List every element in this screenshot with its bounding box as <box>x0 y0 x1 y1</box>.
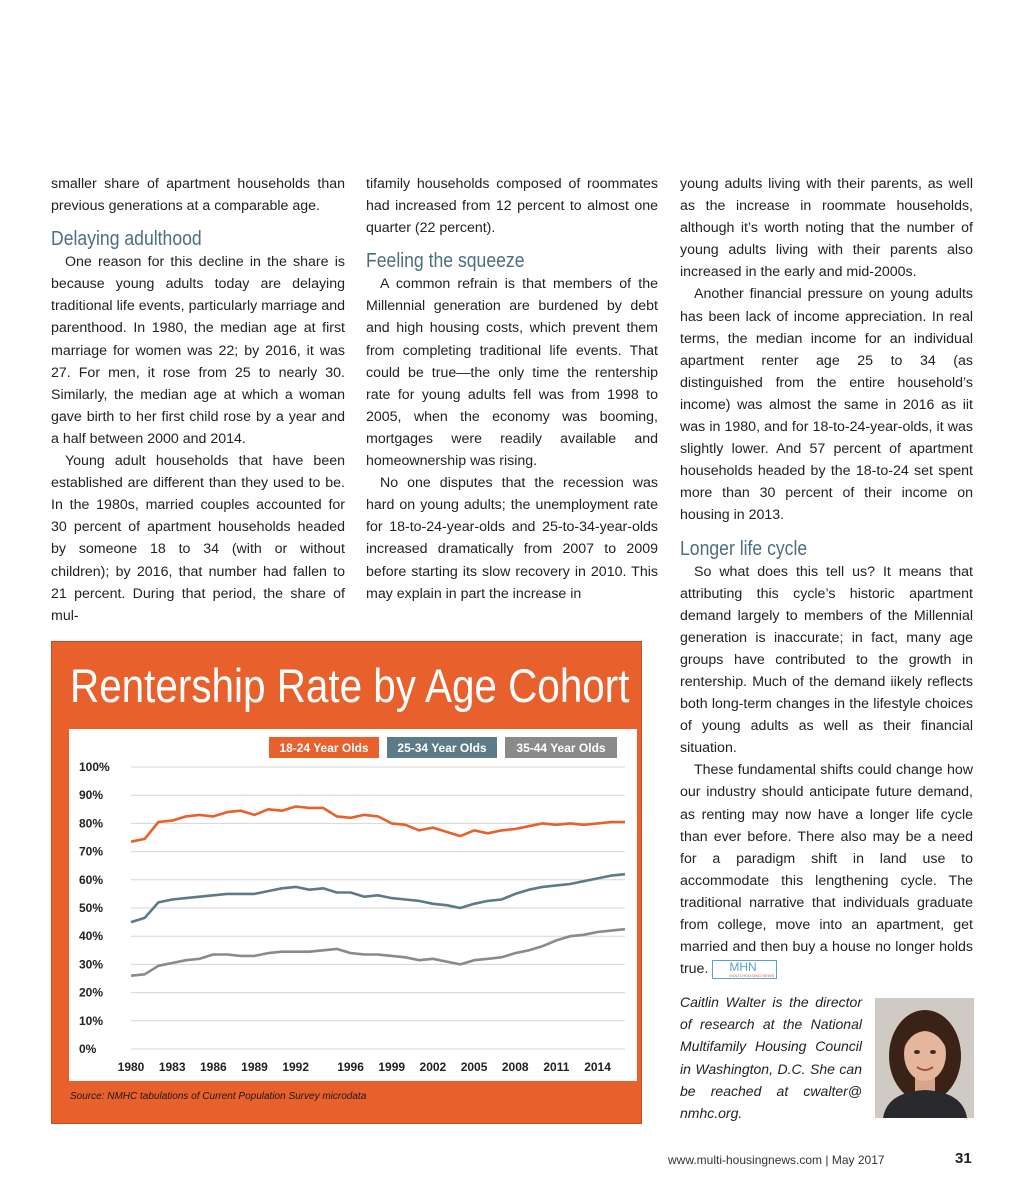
section-heading-delaying-adulthood: Delaying adulthood <box>51 228 202 251</box>
text-column-3 <box>680 173 973 980</box>
x-tick-label: 1992 <box>282 1060 310 1074</box>
legend-label: 25-34 Year Olds <box>397 741 487 755</box>
x-tick-label: 1999 <box>378 1060 406 1074</box>
y-tick-label: 20% <box>79 985 104 1000</box>
chart-title: Rentership Rate by Age Cohort <box>70 659 630 712</box>
paragraph: Another financial pressure on young adults has been lack of income appreciation. In real terms, the median income for an individual apartment renter age 25 to 34 (as distinguished from the entire household’s income) was almost the same in 2016 as iit was in 1980, and for 18-to-24-year-olds, it was slightly lower. And 57 percent of apartment households headed by the 18-to-24 set spent more than 30 percent of their income on housing in 2013. <box>680 286 973 524</box>
x-tick-label: 2014 <box>584 1060 611 1074</box>
paragraph: young adults living with their parents, as well as the increase in roommate households, although it’s worth noting that the number of young adults living with their parents also increased in the early and mid-2000s. <box>680 176 973 281</box>
chart-svg <box>69 729 637 1081</box>
mhn-logo-subtext: MULTI-HOUSING NEWS <box>729 972 775 978</box>
y-tick-label: 10% <box>79 1013 104 1028</box>
y-tick-label: 70% <box>79 844 104 859</box>
chart-source: Source: NMHC tabulations of Current Population Survey microdata <box>70 1091 367 1102</box>
legend-label: 18-24 Year Olds <box>279 741 369 755</box>
mhn-logo <box>712 960 777 979</box>
text-column-2 <box>366 173 658 605</box>
chart-plot-area <box>69 729 637 1081</box>
x-tick-label: 2002 <box>419 1060 447 1074</box>
paragraph: One reason for this decline in the share is because young adults today are delaying traditional life events, particularly marriage and parenthood. In 1980, the median age at first marriage for women was 22; by 2016, it was 27. For men, it rose from 25 to nearly 30. Similarly, the median age at which a woman gave birth to her first child rose by a year and a half between 2000 and 2014. <box>51 254 345 447</box>
series-line <box>131 874 625 922</box>
x-tick-label: 1986 <box>199 1060 227 1074</box>
y-tick-label: 30% <box>79 957 104 972</box>
author-bio: Caitlin Walter is the director of research at the National Multifamily Housing Council in Washington, D.C. She can be reached at cwalter@ nmhc.org. <box>680 994 862 1122</box>
x-tick-label: 1989 <box>241 1060 268 1074</box>
mhn-logo-text: MHN <box>729 959 757 974</box>
paragraph: A common refrain is that members of the Millennial generation are burdened by debt and high housing costs, which prevent them from completing traditional life events. That could be true—the only time the rentership rate for young adults fell was from 1998 to 2005, when the economy was booming, mortgages were readily available and homeownership was rising. <box>366 276 658 470</box>
y-tick-label: 40% <box>79 929 104 944</box>
paragraph-text: These fundamental shifts could change how our industry should anticipate future demand, as renting may now have a longer life cycle than ever before. There also may be a need for a paradigm shift in land use to accommodate this lengthening cycle. The traditional narrative that individuals graduate from college, move into an apartment, get married and then buy a house no longer holds true. <box>680 762 973 978</box>
y-tick-label: 90% <box>79 788 104 803</box>
rentership-chart <box>51 641 642 1124</box>
x-tick-label: 1983 <box>158 1060 186 1074</box>
text-column-1 <box>51 173 345 627</box>
y-tick-label: 60% <box>79 872 104 887</box>
series-line <box>131 807 625 842</box>
paragraph: So what does this tell us? It means that attributing this cycle’s historic apartment demand largely to members of the Millennial generation is inaccurate; in fact, many age groups have contributed to the growth in rentership. Much of the demand iikely reflects both long-term changes in the lifestyle choices of young adults as well as their financial situation. <box>680 563 973 757</box>
section-heading-feeling-the-squeeze: Feeling the squeeze <box>366 250 525 273</box>
y-tick-label: 100% <box>79 760 110 774</box>
y-tick-label: 50% <box>79 901 104 915</box>
x-tick-label: 2005 <box>460 1060 488 1074</box>
x-tick-label: 2008 <box>501 1060 529 1074</box>
paragraph: No one disputes that the recession was hard on young adults; the unemployment rate for 18-to-24-year-olds and 25-to-34-year-olds increased dramatically from 2007 to 2009 before starting its slow recovery in 2010. This may explain in part the increase in <box>366 475 658 602</box>
author-photo <box>875 998 974 1118</box>
x-tick-label: 1996 <box>337 1060 364 1074</box>
paragraph: smaller share of apartment households than previous generations at a comparable age. <box>51 176 345 215</box>
x-tick-label: 1980 <box>117 1060 145 1074</box>
x-tick-label: 2011 <box>543 1060 570 1074</box>
page-number: 31 <box>955 1150 972 1167</box>
footer-url: www.multi-housingnews.com | May 2017 <box>668 1153 885 1167</box>
paragraph <box>680 759 973 980</box>
y-tick-label: 80% <box>79 816 104 831</box>
section-heading-longer-life-cycle: Longer life cycle <box>680 537 808 560</box>
y-tick-label: 0% <box>79 1042 97 1056</box>
paragraph: Young adult households that have been established are different than they used to be. In the 1980s, married couples accounted for 30 percent of apartment households headed by someone 18 to 34 (with or without children); by 2016, that number had fallen to 21 percent. During that period, the share of mul- <box>51 453 345 624</box>
legend-label: 35-44 Year Olds <box>516 741 606 755</box>
paragraph: tifamily households composed of roommates had increased from 12 percent to almost one quarter (22 percent). <box>366 176 658 237</box>
